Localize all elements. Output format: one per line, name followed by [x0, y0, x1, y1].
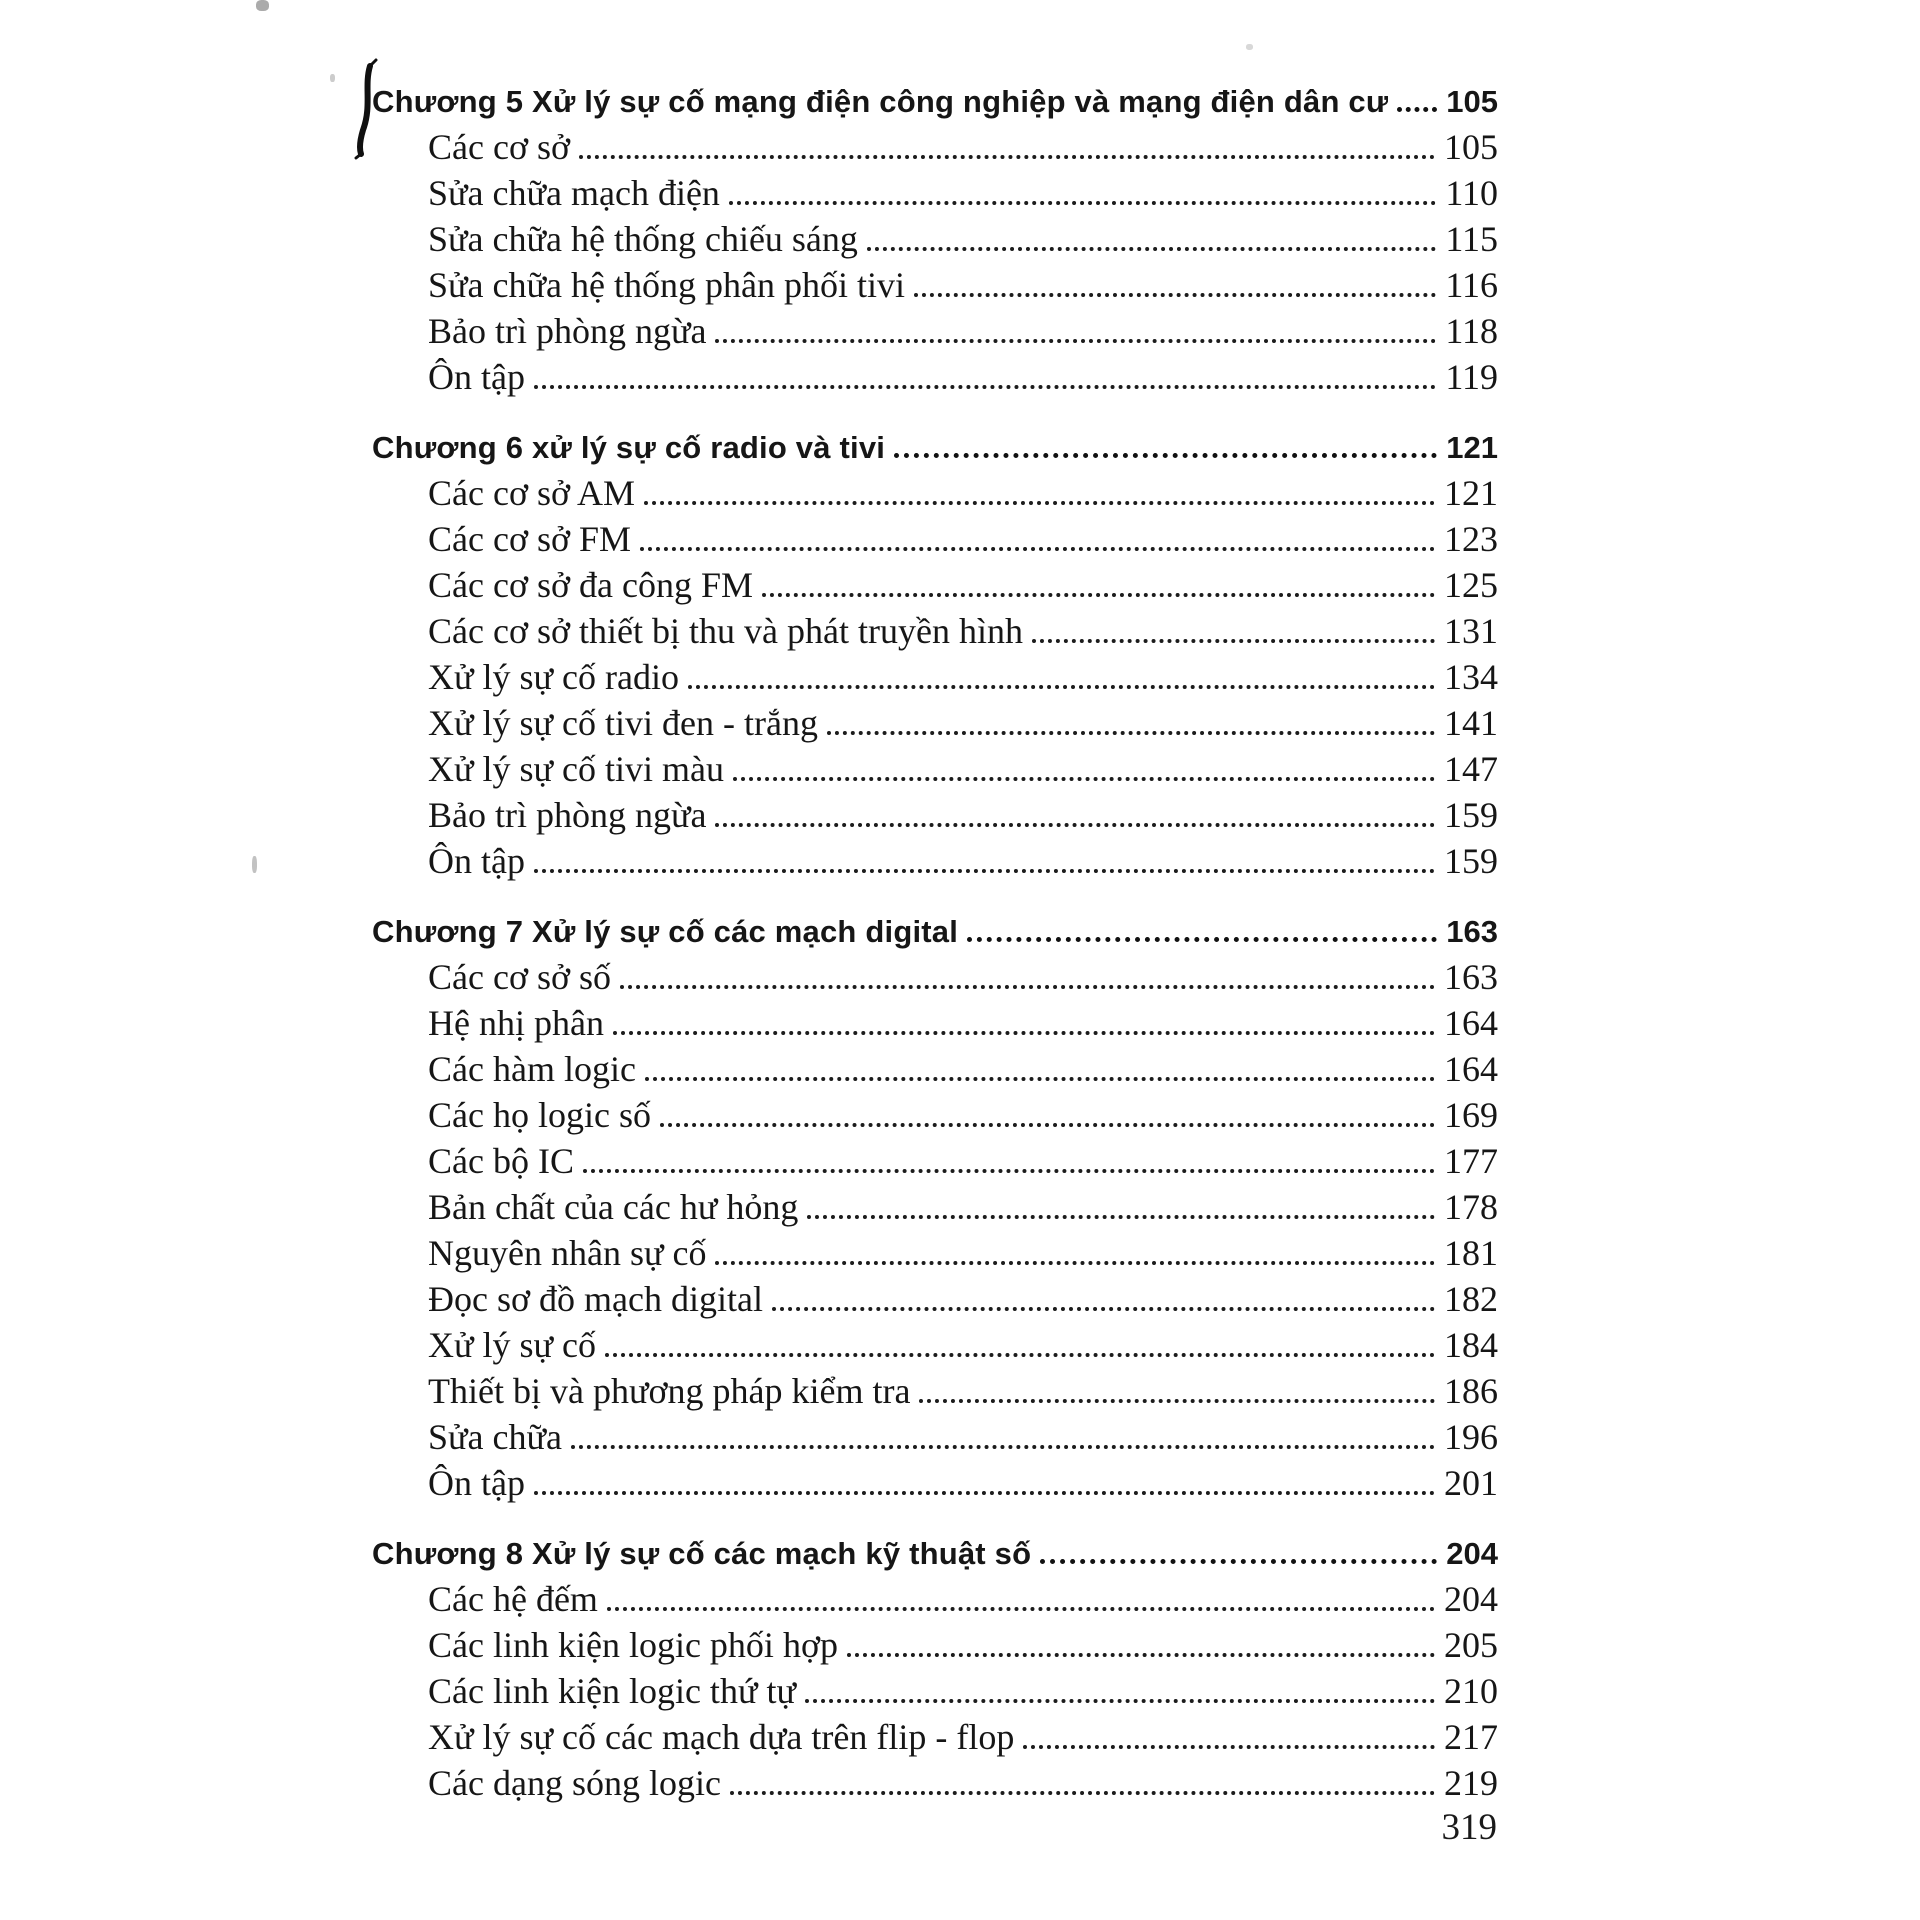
- toc-entry-row: [372, 606, 1498, 652]
- dot-leader: [613, 1031, 1435, 1035]
- toc-entry-row: [372, 1366, 1498, 1412]
- toc-entry-row: [372, 560, 1498, 606]
- scan-speck: [1246, 44, 1253, 50]
- toc-entry-label: Thiết bị và phương pháp kiểm tra: [428, 1371, 911, 1412]
- dot-leader: [534, 1491, 1435, 1495]
- toc-entry-page-number: 118: [1445, 311, 1498, 352]
- toc-entry-label: Nguyên nhân sự cố: [428, 1233, 707, 1274]
- scan-speck: [252, 856, 257, 873]
- toc-entry-label: Xử lý sự cố các mạch dựa trên flip - flop: [428, 1717, 1015, 1758]
- toc-entry-page-number: 178: [1444, 1187, 1498, 1228]
- toc-entry-row: [372, 836, 1498, 882]
- toc-entry-row: [372, 1620, 1498, 1666]
- toc-entry-page-number: 196: [1444, 1417, 1498, 1458]
- toc-entry-page-number: 123: [1444, 519, 1498, 560]
- toc-entry-page-number: 210: [1444, 1671, 1498, 1712]
- toc-entry-label: Bản chất của các hư hỏng: [428, 1187, 799, 1228]
- dot-leader: [571, 1445, 1435, 1449]
- toc-entry-page-number: 121: [1444, 473, 1498, 514]
- toc-entry-label: Các dạng sóng logic: [428, 1763, 721, 1804]
- toc-entry-page-number: 105: [1444, 127, 1498, 168]
- toc-chapter: [372, 416, 1498, 882]
- dot-leader: [583, 1169, 1435, 1173]
- toc-entry-label: Các cơ sở: [428, 127, 571, 168]
- toc-entry-page-number: 201: [1444, 1463, 1498, 1504]
- toc-entry-label: Xử lý sự cố radio: [428, 657, 679, 698]
- page-number: 319: [1441, 1807, 1497, 1848]
- toc-entry-label: Sửa chữa hệ thống phân phối tivi: [428, 265, 905, 306]
- dot-leader: [733, 777, 1435, 781]
- dot-leader: [805, 1699, 1435, 1703]
- toc-entry-label: Sửa chữa mạch điện: [428, 173, 720, 214]
- dot-leader: [715, 823, 1435, 827]
- toc-entry-page-number: 164: [1444, 1003, 1498, 1044]
- toc-entry-label: Các cơ sở thiết bị thu và phát truyền hình: [428, 611, 1023, 652]
- dot-leader: [827, 731, 1435, 735]
- toc-entry-label: Các linh kiện logic phối hợp: [428, 1625, 838, 1666]
- dot-leader: [688, 685, 1435, 689]
- toc-entry-row: [372, 952, 1498, 998]
- dot-leader: [640, 547, 1435, 551]
- toc-entry-label: Các cơ sở FM: [428, 519, 632, 560]
- toc-entry-row: [372, 514, 1498, 560]
- scan-speck: [330, 74, 335, 82]
- toc-entry-label: Ôn tập: [428, 357, 525, 398]
- dot-leader: [729, 201, 1436, 205]
- toc-chapter-page-number: 204: [1446, 1535, 1498, 1571]
- toc-entry-label: Xử lý sự cố: [428, 1325, 597, 1366]
- toc-entry-row: [372, 1228, 1498, 1274]
- toc-entry-label: Bảo trì phòng ngừa: [428, 311, 707, 352]
- toc-entry-page-number: 119: [1445, 357, 1498, 398]
- toc-chapter-page-number: 121: [1446, 429, 1498, 465]
- toc-entry-label: Xử lý sự cố tivi đen - trắng: [428, 703, 818, 744]
- dot-leader: [644, 501, 1435, 505]
- toc-entry-row: [372, 698, 1498, 744]
- dot-leader: [1032, 639, 1435, 643]
- dot-leader: [534, 869, 1435, 873]
- toc-entry-label: Các họ logic số: [428, 1095, 651, 1136]
- toc-entry-page-number: 164: [1444, 1049, 1498, 1090]
- toc-entry-label: Xử lý sự cố tivi màu: [428, 749, 724, 790]
- toc-entry-page-number: 147: [1444, 749, 1498, 790]
- toc-entry-label: Các linh kiện logic thứ tự: [428, 1671, 796, 1712]
- toc-entry-row: [372, 1458, 1498, 1504]
- toc-entry-row: [372, 652, 1498, 698]
- toc-entry-page-number: 219: [1444, 1763, 1498, 1804]
- toc-entry-page-number: 131: [1444, 611, 1498, 652]
- dot-leader: [730, 1791, 1435, 1795]
- toc-entry-label: Hệ nhị phân: [428, 1003, 604, 1044]
- toc-entry-row: [372, 214, 1498, 260]
- toc-entry-row: [372, 1044, 1498, 1090]
- dot-leader: [762, 593, 1435, 597]
- dot-leader: [1040, 1559, 1437, 1564]
- toc-entry-row: [372, 1712, 1498, 1758]
- toc-entry-row: [372, 1182, 1498, 1228]
- toc-entry-page-number: 177: [1444, 1141, 1498, 1182]
- dot-leader: [914, 293, 1436, 297]
- toc-entry-page-number: 182: [1444, 1279, 1498, 1320]
- toc-entry-label: Các cơ sở đa công FM: [428, 565, 754, 606]
- toc-entry-page-number: 163: [1444, 957, 1498, 998]
- toc-entry-row: [372, 790, 1498, 836]
- dot-leader: [867, 247, 1436, 251]
- toc-entry-page-number: 169: [1444, 1095, 1498, 1136]
- toc-entry-row: [372, 306, 1498, 352]
- toc-entry-page-number: 125: [1444, 565, 1498, 606]
- toc-entry-row: [372, 1136, 1498, 1182]
- dot-leader: [894, 453, 1437, 458]
- dot-leader: [1397, 107, 1437, 112]
- toc-entry-label: Các hệ đếm: [428, 1579, 598, 1620]
- toc-chapter-page-number: 105: [1446, 83, 1498, 119]
- toc-entry-row: [372, 122, 1498, 168]
- toc-entry-row: [372, 1320, 1498, 1366]
- toc-entry-label: Các bộ IC: [428, 1141, 574, 1182]
- toc-chapter-title-row: [372, 416, 1498, 468]
- dot-leader: [919, 1399, 1435, 1403]
- toc-entry-label: Sửa chữa: [428, 1417, 562, 1458]
- toc-entry-page-number: 184: [1444, 1325, 1498, 1366]
- toc-chapter-title: Chương 8 Xử lý sự cố các mạch kỹ thuật số: [372, 1536, 1032, 1571]
- scan-speck: [256, 0, 269, 11]
- toc-chapter-title-row: [372, 900, 1498, 952]
- toc-entry-row: [372, 1412, 1498, 1458]
- dot-leader: [967, 937, 1437, 942]
- toc-entry-row: [372, 260, 1498, 306]
- toc-chapter-title: Chương 6 xử lý sự cố radio và tivi: [372, 430, 886, 465]
- dot-leader: [534, 385, 1436, 389]
- toc-entry-page-number: 186: [1444, 1371, 1498, 1412]
- toc-entry-row: [372, 1574, 1498, 1620]
- toc-entry-row: [372, 1274, 1498, 1320]
- toc-chapter-page-number: 163: [1446, 913, 1498, 949]
- dot-leader: [620, 985, 1435, 989]
- toc-entry-label: Ôn tập: [428, 841, 525, 882]
- toc-entry-label: Đọc sơ đồ mạch digital: [428, 1279, 763, 1320]
- toc-entry-page-number: 181: [1444, 1233, 1498, 1274]
- toc-entry-label: Các hàm logic: [428, 1049, 636, 1090]
- dot-leader: [807, 1215, 1435, 1219]
- toc-entry-page-number: 115: [1445, 219, 1498, 260]
- toc-entry-page-number: 217: [1444, 1717, 1498, 1758]
- toc-entry-row: [372, 468, 1498, 514]
- dot-leader: [605, 1353, 1435, 1357]
- toc-chapter: [372, 900, 1498, 1504]
- toc-entry-row: [372, 1090, 1498, 1136]
- toc-entry-page-number: 159: [1444, 841, 1498, 882]
- toc-entry-page-number: 204: [1444, 1579, 1498, 1620]
- toc-chapter-title: Chương 5 Xử lý sự cố mạng điện công nghiệp và mạng điện dân cư: [372, 84, 1389, 119]
- toc-chapter-title-row: [372, 70, 1498, 122]
- toc-chapter-title-row: [372, 1522, 1498, 1574]
- toc-entry-page-number: 141: [1444, 703, 1498, 744]
- dot-leader: [715, 339, 1436, 343]
- toc-entry-page-number: 159: [1444, 795, 1498, 836]
- dot-leader: [715, 1261, 1435, 1265]
- toc-entry-row: [372, 1666, 1498, 1712]
- dot-leader: [1023, 1745, 1435, 1749]
- toc-entry-row: [372, 998, 1498, 1044]
- dot-leader: [579, 155, 1435, 159]
- dot-leader: [645, 1077, 1435, 1081]
- toc-entry-page-number: 116: [1445, 265, 1498, 306]
- toc-entry-row: [372, 744, 1498, 790]
- toc-entry-row: [372, 1758, 1498, 1804]
- toc-chapter: [372, 1522, 1498, 1804]
- toc-entry-label: Các cơ sở AM: [428, 473, 636, 514]
- toc-chapter-title: Chương 7 Xử lý sự cố các mạch digital: [372, 914, 959, 949]
- table-of-contents: [372, 70, 1498, 1804]
- toc-entry-label: Sửa chữa hệ thống chiếu sáng: [428, 219, 858, 260]
- dot-leader: [607, 1607, 1435, 1611]
- toc-entry-page-number: 205: [1444, 1625, 1498, 1666]
- dot-leader: [660, 1123, 1435, 1127]
- dot-leader: [847, 1653, 1435, 1657]
- toc-entry-label: Ôn tập: [428, 1463, 525, 1504]
- toc-entry-label: Bảo trì phòng ngừa: [428, 795, 707, 836]
- toc-chapter: [372, 70, 1498, 398]
- toc-entry-page-number: 134: [1444, 657, 1498, 698]
- toc-entry-row: [372, 352, 1498, 398]
- dot-leader: [772, 1307, 1435, 1311]
- toc-entry-label: Các cơ sở số: [428, 957, 612, 998]
- toc-entry-row: [372, 168, 1498, 214]
- toc-entry-page-number: 110: [1445, 173, 1498, 214]
